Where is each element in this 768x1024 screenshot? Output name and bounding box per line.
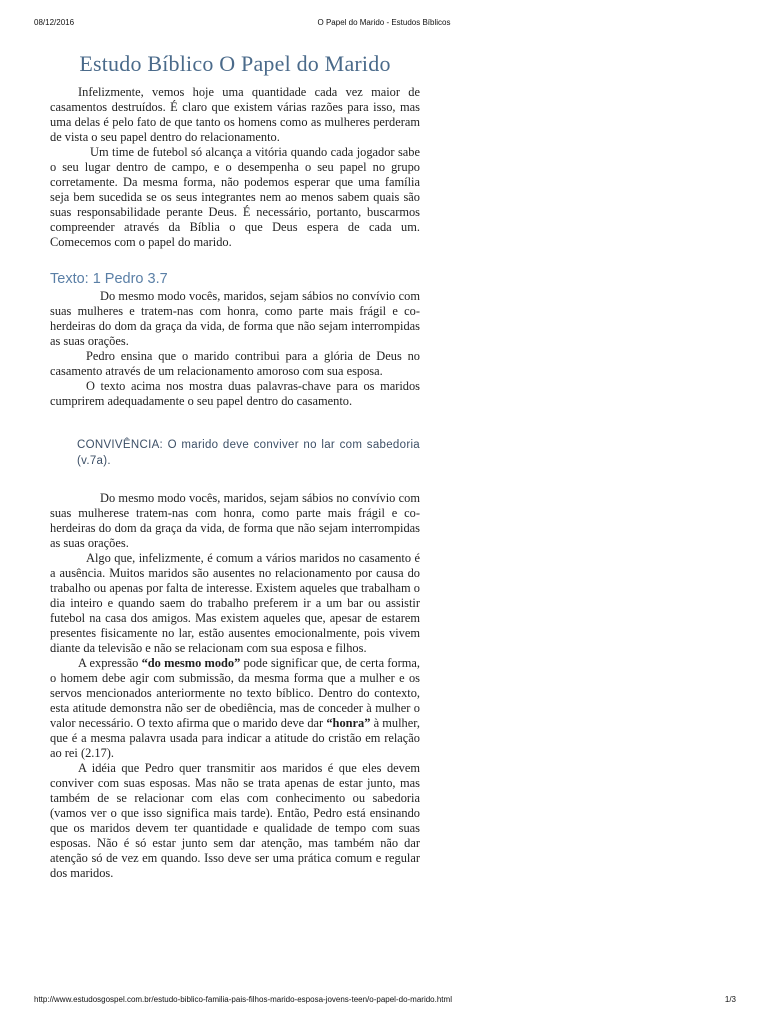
section-heading: Texto: 1 Pedro 3.7 xyxy=(50,271,168,287)
page-number: 1/3 xyxy=(724,995,736,1004)
explanation-paragraph-2: O texto acima nos mostra duas palavras-chave para os maridos cumprirem adequadamente o seu papel dentro do casamento. xyxy=(50,379,420,408)
article-title: Estudo Bíblico O Papel do Marido xyxy=(79,51,391,76)
print-date: 08/12/2016 xyxy=(34,18,75,27)
convivencia-paragraph-idea: A idéia que Pedro quer transmitir aos maridos é que eles devem conviver com suas esposas. Mas não se trata apenas de estar junto, mas também de se relacionar com elas com conhecimento ou sabedoria (vamos ver o que isso significa mais tarde). Então, Pedro está ensinando que os maridos devem ter quantidade e qualidade de tempo com suas esposas. Não é só estar junto sem dar atenção, mas também não dar atenção só de vez em quando. Isso deve ser uma prática comum e regular dos maridos. xyxy=(50,761,420,880)
expression-bold-1: “do mesmo modo” xyxy=(141,656,241,670)
explanation-paragraph-1: Pedro ensina que o marido contribui para a glória de Deus no casamento através de um relacionamento amoroso com sua esposa. xyxy=(50,349,420,378)
print-footer xyxy=(0,995,768,1007)
print-url: http://www.estudosgospel.com.br/estudo-biblico-familia-pais-filhos-marido-esposa-jovens-teen/o-papel-do-marido.html xyxy=(34,995,452,1004)
verse-paragraph: Do mesmo modo vocês, maridos, sejam sábios no convívio com suas mulheres e tratem-nas com honra, como parte mais frágil e co-herdeiras do dom da graça da vida, de forma que não sejam interrompidas as suas orações. xyxy=(50,289,420,348)
intro-paragraph-1: Infelizmente, vemos hoje uma quantidade cada vez maior de casamentos destruídos. É claro que existem várias razões para isso, mas uma delas é pelo fato de que tanto os homens como as mulheres perderam de vista o seu papel dentro do relacionamento. xyxy=(50,85,420,144)
intro-paragraph-2: Um time de futebol só alcança a vitória quando cada jogador sabe o seu lugar dentro de campo, e o desempenha o seu papel no grupo corretamente. Da mesma forma, não podemos esperar que uma família seja bem sucedida se os seus integrantes nem ao menos sabem quais são suas responsabilidade perante Deus. É necessário, portanto, buscarmos compreender através da Bíblia o que Deus espera de cada um. Comecemos com o papel do marido. xyxy=(50,145,420,249)
convivencia-paragraph-expression xyxy=(50,656,420,761)
convivencia-verse-paragraph: Do mesmo modo vocês, maridos, sejam sábios no convívio com suas mulherese tratem-nas com honra, como parte mais frágil e co-herdeiras do dom da graça da vida, de forma que não sejam interrompidas as suas orações. xyxy=(50,491,420,550)
print-page-title: O Papel do Marido - Estudos Bíblicos xyxy=(317,18,451,27)
convivencia-paragraph-absence: Algo que, infelizmente, é comum a vários maridos no casamento é a ausência. Muitos maridos são ausentes no relacionamento por causa do trabalho ou apenas por falta de interesse. Existem aqueles que trabalham o dia inteiro e quando saem do trabalho preferem ir a um bar ou assistir futebol na casa dos amigos. Mas existem aqueles que, apesar de estarem presentes fisicamente no lar, estão ausentes emocionalmente, pois vivem diante da televisão e não se relacionam com sua esposa e filhos. xyxy=(50,551,420,655)
print-header xyxy=(0,18,768,30)
convivencia-subheading: CONVIVÊNCIA: O marido deve conviver no lar com sabedoria (v.7a). xyxy=(77,439,420,467)
expression-text-e: à mulher, que é a mesma palavra usada para indicar a atitude do cristão em relação ao rei (2.17). xyxy=(50,716,420,760)
expression-bold-2: “honra” xyxy=(326,716,371,730)
article-content xyxy=(50,52,420,881)
expression-text-a: A expressão xyxy=(78,656,142,670)
expression-text-c: pode significar que, de certa forma, o homem debe agir com submissão, da mesma forma que a mulher e os servos mencionados anteriormente no texto bíblico. Dentro do contexto, esta atitude demonstra não ser de obediência, mas de conceder à mulher o valor necessário. O texto afirma que o marido deve dar xyxy=(50,656,420,730)
